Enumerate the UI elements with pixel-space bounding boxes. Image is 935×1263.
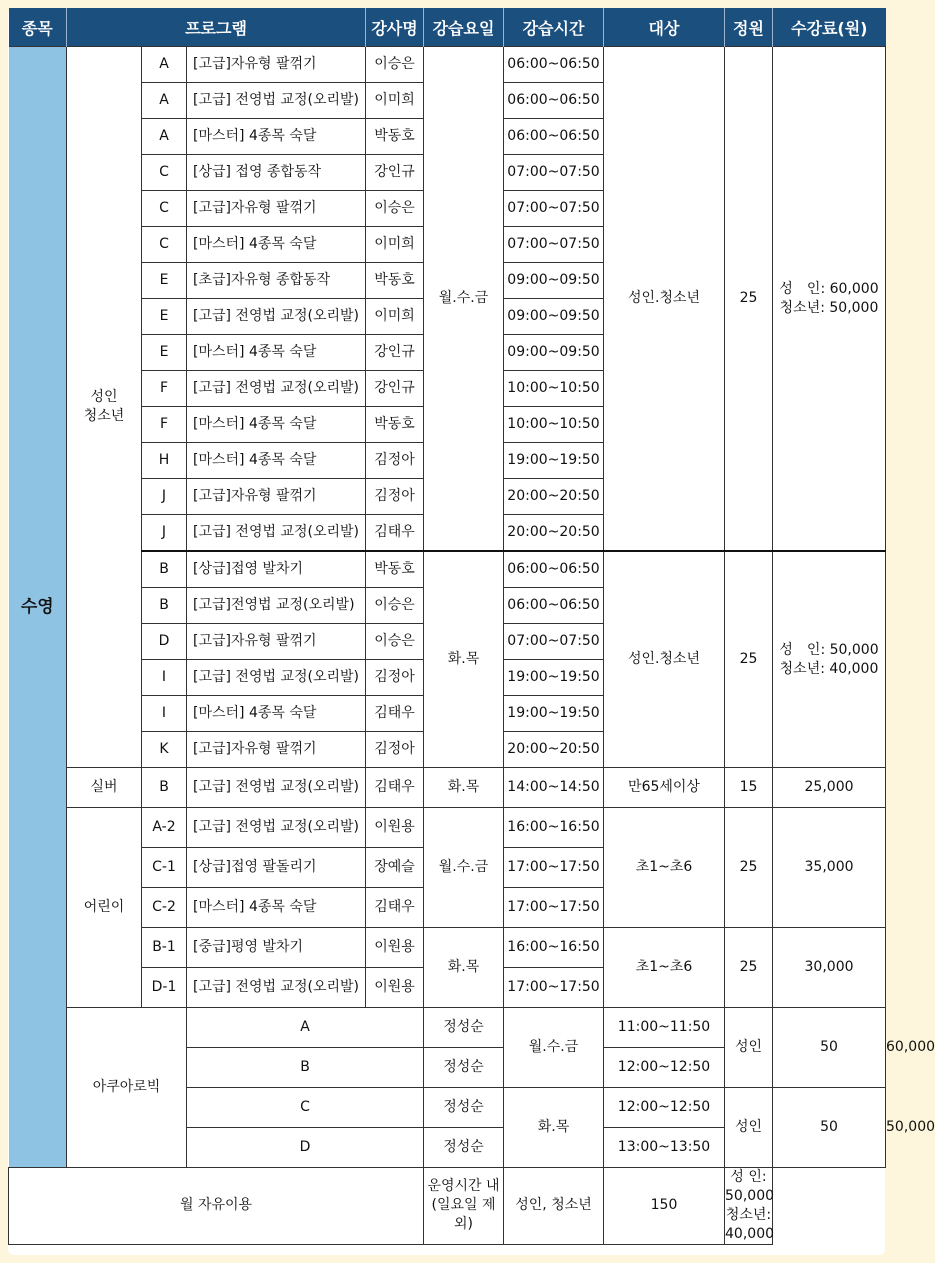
instructor-cell: 김정아 [366,660,424,696]
program-cell: [고급]자유형 팔꺾기 [187,47,366,83]
instructor-cell: 강인규 [366,155,424,191]
instructor-cell: 이원용 [366,968,424,1008]
header-program: 프로그램 [67,8,366,47]
instructor-cell: 이원용 [366,928,424,968]
instructor-cell: 이승은 [366,47,424,83]
time-cell: 17:00~17:50 [504,848,604,888]
table-row-free [9,1168,886,1245]
instructor-cell: 김태우 [366,888,424,928]
time-cell: 09:00~09:50 [504,299,604,335]
table-row-silver [9,768,886,808]
days-cell: 화.목 [424,768,504,808]
time-cell: 17:00~17:50 [504,888,604,928]
program-cell: [마스터] 4종목 숙달 [187,227,366,263]
group-label-silver: 실버 [67,768,142,808]
capacity-cell: 50 [773,1088,886,1168]
class-cell: B [142,551,187,588]
time-cell: 20:00~20:50 [504,515,604,552]
instructor-cell: 박동호 [366,551,424,588]
time-cell: 06:00~06:50 [504,47,604,83]
class-cell: D-1 [142,968,187,1008]
time-cell: 07:00~07:50 [504,227,604,263]
days-cell: 월.수.금 [424,47,504,552]
program-cell: [고급]자유형 팔꺾기 [187,624,366,660]
class-cell: E [142,335,187,371]
class-cell: J [142,515,187,552]
time-cell: 19:00~19:50 [504,696,604,732]
fee-cell: 35,000 [773,808,886,928]
days-cell: 화.목 [424,928,504,1008]
time-cell: 17:00~17:50 [504,968,604,1008]
instructor-cell: 김태우 [366,768,424,808]
class-cell: B-1 [142,928,187,968]
program-cell: [고급] 전영법 교정(오리발) [187,299,366,335]
target-cell: 초1~초6 [604,808,725,928]
instructor-cell: 김태우 [366,696,424,732]
time-cell: 16:00~16:50 [504,808,604,848]
instructor-cell: 박동호 [366,263,424,299]
program-cell: [고급] 전영법 교정(오리발) [187,968,366,1008]
time-cell: 10:00~10:50 [504,407,604,443]
program-cell: [고급] 전영법 교정(오리발) [187,660,366,696]
instructor-cell: 정성순 [424,1008,504,1048]
program-cell: [고급]자유형 팔꺾기 [187,732,366,768]
time-cell: 20:00~20:50 [504,479,604,515]
instructor-cell: 이원용 [366,808,424,848]
capacity-cell: 25 [725,551,773,768]
class-cell: A [142,47,187,83]
target-cell: 성인 [725,1088,773,1168]
class-cell: E [142,299,187,335]
class-cell: C [142,227,187,263]
instructor-cell: 이승은 [366,624,424,660]
time-cell: 07:00~07:50 [504,624,604,660]
schedule-table-container [8,8,935,1255]
days-cell: 화.목 [424,551,504,768]
capacity-cell: 15 [725,768,773,808]
class-cell: C [142,155,187,191]
program-cell: [고급]전영법 교정(오리발) [187,588,366,624]
program-cell: [고급]자유형 팔꺾기 [187,191,366,227]
days-cell: 월.수.금 [424,808,504,928]
header-capacity: 정원 [725,8,773,47]
table-row-aqua: C 정성순 화.목 12:00~12:50 성인 50 50,000 [9,1088,886,1128]
time-cell: 09:00~09:50 [504,263,604,299]
header-days: 강습요일 [424,8,504,47]
time-cell: 운영시간 내 (일요일 제외) [424,1168,504,1245]
time-cell: 11:00~11:50 [604,1008,725,1048]
program-cell: [고급] 전영법 교정(오리발) [187,768,366,808]
time-cell: 19:00~19:50 [504,443,604,479]
time-cell: 06:00~06:50 [504,83,604,119]
class-cell: K [142,732,187,768]
program-cell: [마스터] 4종목 숙달 [187,888,366,928]
group-label-kids: 어린이 [67,808,142,1008]
instructor-cell: 이미희 [366,227,424,263]
capacity-cell: 25 [725,808,773,928]
class-cell: A-2 [142,808,187,848]
time-cell: 12:00~12:50 [604,1048,725,1088]
program-cell: [고급] 전영법 교정(오리발) [187,371,366,407]
class-cell: B [142,768,187,808]
program-cell: [고급] 전영법 교정(오리발) [187,83,366,119]
class-cell: I [142,660,187,696]
days-cell: 화.목 [504,1088,604,1168]
instructor-cell: 김정아 [366,443,424,479]
class-cell: A [142,83,187,119]
fee-cell: 성 인: 50,000 청소년: 40,000 [725,1168,773,1245]
days-cell: 월.수.금 [504,1008,604,1088]
class-cell: H [142,443,187,479]
class-cell: C [187,1088,424,1128]
table-row-aqua: 아쿠아로빅 A 정성순 월.수.금 11:00~11:50 성인 50 60,000 [9,1008,886,1048]
instructor-cell: 이미희 [366,83,424,119]
class-cell: B [187,1048,424,1088]
header-sport: 종목 [9,8,67,47]
schedule-body [9,47,935,1245]
target-cell: 만65세이상 [604,768,725,808]
time-cell: 07:00~07:50 [504,191,604,227]
table-row-kids [9,808,886,848]
class-cell: F [142,371,187,407]
instructor-cell: 정성순 [424,1088,504,1128]
time-cell: 12:00~12:50 [604,1088,725,1128]
header-row [9,8,886,47]
group-label-aqua: 아쿠아로빅 [67,1008,187,1168]
program-cell: [마스터] 4종목 숙달 [187,696,366,732]
program-cell: [고급] 전영법 교정(오리발) [187,808,366,848]
program-cell: [초급]자유형 종합동작 [187,263,366,299]
program-cell: [마스터] 4종목 숙달 [187,407,366,443]
program-cell: [상급]접영 발차기 [187,551,366,588]
class-cell: D [142,624,187,660]
program-cell: [상급] 접영 종합동작 [187,155,366,191]
fee-cell: 성 인: 50,000 청소년: 40,000 [773,551,886,768]
instructor-cell: 이미희 [366,299,424,335]
target-cell: 성인.청소년 [604,47,725,552]
header-fee: 수강료(원) [773,8,886,47]
program-cell: [상급]접영 팔돌리기 [187,848,366,888]
fee-cell: 성 인: 60,000 청소년: 50,000 [773,47,886,552]
instructor-cell: 김정아 [366,732,424,768]
class-cell: F [142,407,187,443]
capacity-cell: 25 [725,47,773,552]
instructor-cell: 장예슬 [366,848,424,888]
program-cell: [마스터] 4종목 숙달 [187,119,366,155]
header-time: 강습시간 [504,8,604,47]
target-cell: 성인.청소년 [604,551,725,768]
class-cell: J [142,479,187,515]
time-cell: 19:00~19:50 [504,660,604,696]
class-cell: D [187,1128,424,1168]
class-cell: I [142,696,187,732]
fee-cell: 30,000 [773,928,886,1008]
instructor-cell: 이승은 [366,588,424,624]
time-cell: 06:00~06:50 [504,551,604,588]
time-cell: 06:00~06:50 [504,588,604,624]
swim-schedule-table [8,8,935,1245]
instructor-cell: 김정아 [366,479,424,515]
program-cell: [고급]자유형 팔꺾기 [187,479,366,515]
capacity-cell: 25 [725,928,773,1008]
time-cell: 20:00~20:50 [504,732,604,768]
class-cell: A [187,1008,424,1048]
header-target: 대상 [604,8,725,47]
class-cell: C-1 [142,848,187,888]
time-cell: 16:00~16:50 [504,928,604,968]
instructor-cell: 박동호 [366,407,424,443]
capacity-cell: 150 [604,1168,725,1245]
class-cell: B [142,588,187,624]
instructor-cell: 정성순 [424,1048,504,1088]
instructor-cell: 김태우 [366,515,424,552]
time-cell: 10:00~10:50 [504,371,604,407]
time-cell: 07:00~07:50 [504,155,604,191]
time-cell: 14:00~14:50 [504,768,604,808]
time-cell: 09:00~09:50 [504,335,604,371]
header-instructor: 강사명 [366,8,424,47]
instructor-cell: 강인규 [366,371,424,407]
time-cell: 13:00~13:50 [604,1128,725,1168]
instructor-cell: 강인규 [366,335,424,371]
target-cell: 초1~초6 [604,928,725,1008]
sport-cell: 수영 [9,47,67,1168]
class-cell: C [142,191,187,227]
fee-cell: 25,000 [773,768,886,808]
program-cell: [마스터] 4종목 숙달 [187,335,366,371]
target-cell: 성인, 청소년 [504,1168,604,1245]
table-row [9,47,886,83]
free-use-label: 월 자유이용 [9,1168,424,1245]
time-cell: 06:00~06:50 [504,119,604,155]
program-cell: [고급] 전영법 교정(오리발) [187,515,366,552]
capacity-cell: 50 [773,1008,886,1088]
class-cell: C-2 [142,888,187,928]
group-label-adult: 성인 청소년 [67,47,142,768]
target-cell: 성인 [725,1008,773,1088]
instructor-cell: 이승은 [366,191,424,227]
class-cell: E [142,263,187,299]
instructor-cell: 정성순 [424,1128,504,1168]
program-cell: [중급]평영 발차기 [187,928,366,968]
class-cell: A [142,119,187,155]
program-cell: [마스터] 4종목 숙달 [187,443,366,479]
instructor-cell: 박동호 [366,119,424,155]
